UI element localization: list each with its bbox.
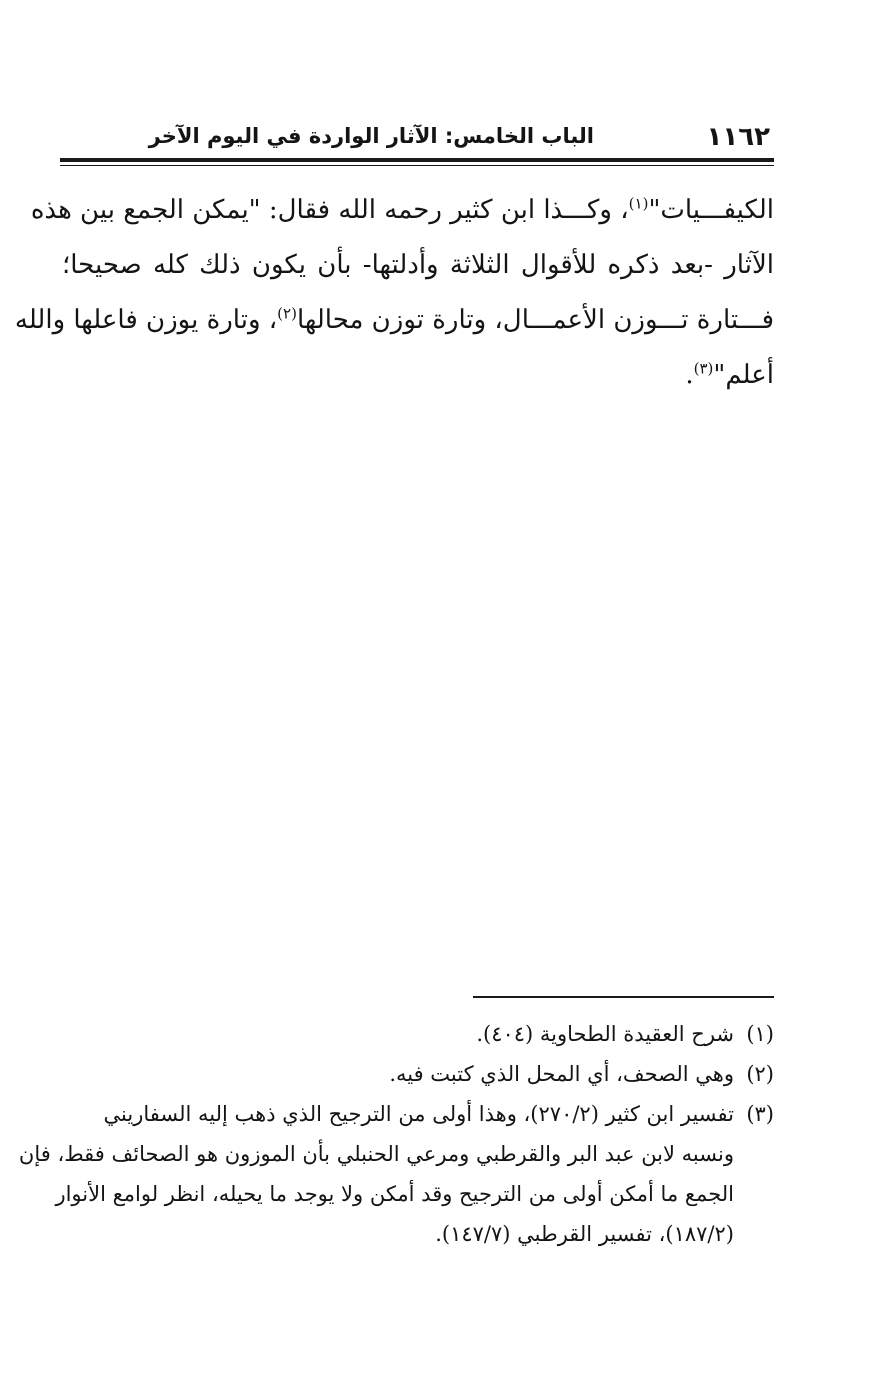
footnote-2-number: (٢) — [746, 1062, 774, 1086]
body-line-1 — [30, 183, 774, 238]
footnote-3-number: (٣) — [746, 1102, 774, 1126]
main-text — [14, 183, 774, 403]
body-line-1-start: الكيفـــيات" — [648, 195, 774, 225]
footnote-3 — [18, 1094, 774, 1254]
footnote-1-text: شرح العقيدة الطحاوية (٤٠٤). — [476, 1022, 734, 1046]
footnote-2 — [62, 1054, 774, 1094]
body-line-3-start: فـــتارة تـــوزن الأعمـــال، وتارة توزن محالها — [296, 305, 774, 335]
footnote-1-number: (١) — [746, 1022, 774, 1046]
body-line-2: الآثار -بعد ذكره للأقوال الثلاثة وأدلتها- بأن يكون ذلك كله صحيحا؛ — [62, 250, 774, 280]
body-line-4 — [62, 348, 774, 403]
footnote-separator — [473, 996, 774, 998]
footnote-3-line-4: (١٨٧/٢)، تفسير القرطبي (١٤٧/٧). — [435, 1222, 734, 1246]
footnote-3-line-1: تفسير ابن كثير (٢٧٠/٢)، وهذا أولى من الترجيح الذي ذهب إليه السفاريني — [103, 1102, 734, 1126]
footnote-ref-3[interactable]: (٣) — [693, 359, 714, 378]
body-line-4-start: أعلم" — [713, 360, 774, 390]
footnote-ref-2[interactable]: (٢) — [277, 304, 297, 323]
header-rule-thin — [60, 165, 774, 166]
header-rule-thick — [60, 158, 774, 162]
running-title: الباب الخامس: الآثار الواردة في اليوم الآخر — [148, 124, 594, 148]
footnote-ref-1[interactable]: (١) — [628, 194, 649, 213]
page-header — [60, 112, 774, 156]
body-line-4-end: . — [685, 360, 694, 390]
body-line-3 — [14, 293, 774, 348]
page-number: ١١٦٢ — [706, 122, 770, 152]
footnote-3-line-3: الجمع ما أمكن أولى من الترجيح وقد أمكن ولا يوجد ما يحيله، انظر لوامع الأنوار — [55, 1182, 734, 1206]
footnote-2-text: وهي الصحف، أي المحل الذي كتبت فيه. — [389, 1062, 734, 1086]
footnote-3-line-2: ونسبه لابن عبد البر والقرطبي ومرعي الحنبلي بأن الموزون هو الصحائف فقط، فإن — [18, 1142, 734, 1166]
footnote-3-first-line — [104, 1102, 774, 1126]
body-line-1-end: ، وكـــذا ابن كثير رحمه الله فقال: "يمكن الجمع بين هذه — [30, 195, 629, 225]
footnotes — [18, 1014, 774, 1254]
body-line-3-end: ، وتارة يوزن فاعلها والله — [14, 305, 278, 335]
footnote-1 — [62, 1014, 774, 1054]
